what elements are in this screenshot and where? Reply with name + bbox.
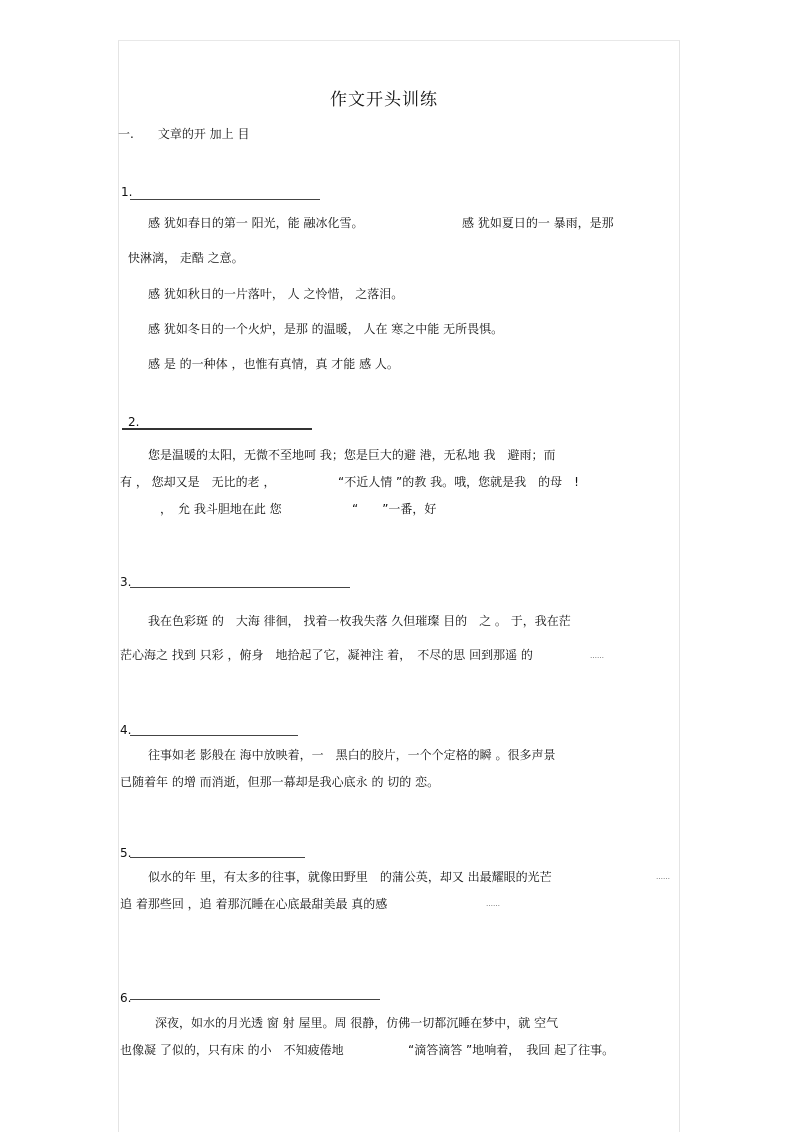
section-heading: 一. 文章的开 加上 目 [118, 127, 250, 141]
item-rule-1 [130, 199, 320, 200]
item-2-line-5: “ ”一番，好 [352, 502, 437, 516]
item-number-2: 2. [128, 415, 140, 429]
item-4-line-1: 往事如老 影般在 海中放映着，一 黑白的胶片，一个个定格的瞬 。很多声景 [148, 748, 556, 762]
item-rule-6 [130, 999, 380, 1000]
item-6-line-1: 深夜，如水的月光透 窗 射 屋里。周 很静，仿佛一切都沉睡在梦中，就 空气 [155, 1016, 559, 1030]
item-2-line-2: 有 ， 您却又是 无比的老 ， [120, 475, 276, 489]
item-5-ellipsis-1: …… [656, 873, 670, 881]
item-5-line-2: 追 着那些回 ，追 着那沉睡在心底最甜美最 真的感 [120, 897, 388, 911]
item-2-line-1: 您是温暖的太阳，无微不至地呵 我；您是巨大的避 港，无私地 我 避雨；而 [148, 448, 556, 462]
item-rule-4 [130, 735, 298, 736]
item-rule-3 [130, 587, 350, 588]
item-1-line-2: 感 犹如夏日的一 暴雨，是那 [462, 216, 614, 230]
item-1-line-6: 感 是 的一种体 ，也惟有真情，真 才能 感 人。 [148, 357, 399, 371]
item-2-line-3: “不近人情 ”的教 我。哦，您就是我 的母 ! [338, 475, 579, 489]
page-title: 作文开头训练 [330, 90, 438, 110]
item-rule-2 [122, 428, 312, 430]
item-6-line-3: “滴答滴答 ”地响着， 我回 起了往事。 [408, 1043, 615, 1057]
item-3-ellipsis: …… [590, 652, 604, 660]
item-number-5: 5. [120, 846, 132, 860]
item-number-1: 1. [121, 185, 133, 199]
item-number-3: 3. [120, 575, 132, 589]
item-3-line-1: 我在色彩斑 的 大海 徘徊， 找着一枚我失落 久但璀璨 目的 之 。 于，我在茫 [148, 614, 571, 628]
item-1-line-4: 感 犹如秋日的一片落叶， 人 之怜惜， 之落泪。 [148, 287, 404, 301]
document-page [118, 40, 680, 1132]
item-rule-5 [130, 857, 305, 858]
item-4-line-2: 已随着年 的增 而消逝，但那一幕却是我心底永 的 切的 恋。 [120, 775, 440, 789]
item-6-line-2: 也像凝 了似的，只有床 的小 不知疲倦地 [120, 1043, 344, 1057]
item-5-line-1: 似水的年 里，有太多的往事，就像田野里 的蒲公英，却又 出最耀眼的光芒 [148, 870, 552, 884]
item-number-6: 6. [120, 991, 132, 1005]
item-5-ellipsis-2: …… [486, 900, 500, 908]
item-1-line-1: 感 犹如春日的第一 阳光，能 融冰化雪。 [148, 216, 364, 230]
item-1-line-3: 快淋漓， 走酷 之意。 [128, 251, 244, 265]
item-2-line-4: ， 允 我斗胆地在此 您 [160, 502, 282, 516]
item-1-line-5: 感 犹如冬日的一个火炉，是那 的温暖， 人在 寒之中能 无所畏惧。 [148, 322, 504, 336]
item-number-4: 4. [120, 723, 132, 737]
item-3-line-2: 茫心海之 找到 只彩 ，俯身 地拾起了它，凝神注 着， 不尽的思 回到那遥 的 [120, 648, 533, 662]
